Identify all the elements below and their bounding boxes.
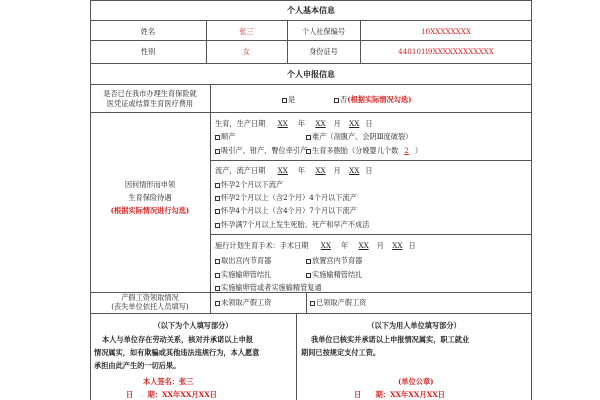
reimb-hint: (根据实际情况勾选) — [347, 95, 412, 104]
social-id-value: 10XXXXXXXX — [420, 27, 472, 36]
employer-section-header: （以下为用人单位填写部分） — [367, 321, 461, 330]
id-number-value: 440101l9XXXXXXXXXXXX — [398, 47, 494, 56]
misc-opt-2[interactable] — [215, 193, 357, 202]
misc-opt-2-label: 怀孕2个月以上（含2个月）4个月以下流产 — [221, 193, 357, 202]
plan-opt-3-label: 实施输卵管结扎 — [221, 270, 272, 279]
checkbox-icon — [215, 183, 220, 188]
personal-signature — [143, 377, 193, 386]
personal-date — [126, 390, 217, 399]
reimb-yes-option[interactable] — [282, 95, 295, 104]
section-title-basic-info: 个人基本信息 — [287, 5, 335, 15]
birth-year-unit: 年 — [297, 119, 306, 128]
checkbox-icon — [306, 135, 311, 140]
employer-date — [354, 390, 445, 399]
checkbox-icon — [215, 149, 220, 154]
plan-month-unit: 月 — [376, 241, 384, 250]
employer-date-value: XX年XX月XX日 — [389, 390, 445, 399]
birth-opt-assisted[interactable] — [215, 146, 307, 155]
plan-opt-4-label: 实施输精管结扎 — [312, 270, 363, 279]
birth-opt-multiple-label: 生育多胞胎（分娩婴儿个数 — [312, 146, 399, 155]
checkbox-icon — [282, 98, 287, 103]
checkbox-icon — [215, 209, 220, 214]
birth-month-unit: 月 — [333, 119, 341, 128]
employer-date-label: 日 期： — [354, 390, 390, 399]
signature-label: 本人签名： — [143, 377, 179, 386]
reimb-question-line1: 是否已在我市办理生育保险就 — [103, 89, 197, 98]
birth-opt-multiple-suffix: ） — [414, 146, 423, 155]
misc-opt-4-label: 怀孕满7个月以上发生死胎、死产和早产不成活 — [221, 220, 370, 229]
reason-label-line2: 生育保险待遇 — [128, 193, 172, 202]
name-label: 姓名 — [140, 27, 156, 36]
birth-day: XX — [349, 119, 360, 128]
plan-opt-3[interactable] — [215, 270, 271, 279]
wage-opt-not-received[interactable] — [215, 298, 271, 307]
personal-section-header: （以下为个人填写部分） — [153, 321, 233, 330]
misc-year-unit: 年 — [297, 166, 306, 175]
employer-text-line1: 我单位已核实并承诺以上申报情况属实，职工就业 — [311, 335, 470, 344]
wage-opt-received[interactable] — [310, 298, 366, 307]
birth-month: XX — [315, 119, 326, 128]
wage-opt-not-received-label: 未领取产假工资 — [221, 298, 272, 307]
personal-text-line3: 承担由此产生的一切后果。 — [94, 361, 181, 370]
plan-date-line — [215, 241, 416, 250]
checkbox-icon — [306, 273, 311, 278]
reimb-no-option[interactable] — [334, 95, 412, 104]
checkbox-icon — [215, 301, 220, 306]
birth-opt-difficult-label: 难产（剖腹产、会阴Ⅲ度破裂） — [312, 132, 413, 141]
reason-label-hint: (根据实际情况进行勾选) — [110, 206, 190, 215]
misc-opt-3-label: 怀孕4个月以上（含4个月）7个月以下流产 — [221, 206, 357, 215]
misc-month: XX — [315, 166, 326, 175]
checkbox-icon — [334, 98, 339, 103]
plan-opt-2[interactable] — [306, 256, 362, 265]
birth-opt-natural[interactable] — [215, 132, 235, 141]
plan-opt-5[interactable] — [215, 283, 322, 292]
plan-opt-2-label: 放置宫内节育器 — [312, 256, 363, 265]
misc-opt-3[interactable] — [215, 206, 357, 215]
checkbox-icon — [306, 259, 311, 264]
checkbox-icon — [215, 259, 220, 264]
birth-date-label: 生育，生产日期 — [215, 119, 266, 128]
section-title-declaration: 个人申报信息 — [287, 69, 335, 79]
employer-text-line2: 期间已按规定支付工资。 — [301, 348, 381, 357]
reimb-yes-label: 是 — [288, 95, 296, 104]
wage-label-line1: 产假工资领取情况 — [121, 293, 179, 302]
plan-opt-4[interactable] — [306, 270, 362, 279]
checkbox-icon — [215, 286, 220, 291]
misc-date-line — [215, 166, 373, 175]
checkbox-icon — [215, 273, 220, 278]
personal-text-line2: 情况属实，如有欺骗或其他违法违规行为，本人愿意 — [94, 348, 260, 357]
birth-opt-multiple[interactable] — [306, 146, 422, 155]
reimb-no-label: 否 — [340, 95, 348, 104]
employer-seal: (单位公章) — [398, 377, 434, 386]
misc-opt-1-label: 怀孕2个月以下流产 — [221, 180, 284, 189]
id-number-label: 身份证号 — [309, 47, 338, 56]
personal-date-label: 日 期： — [126, 390, 162, 399]
checkbox-icon — [310, 301, 315, 306]
plan-date-label: 施行计划生育手术：手术日期 — [215, 241, 309, 250]
wage-opt-received-label: 已领取产假工资 — [316, 298, 367, 307]
checkbox-icon — [215, 196, 220, 201]
plan-opt-1[interactable] — [215, 256, 271, 265]
personal-date-value: XX年XX月XX日 — [161, 390, 217, 399]
social-id-label: 个人社保编号 — [301, 27, 346, 36]
plan-year: XX — [320, 241, 331, 250]
birth-year: XX — [277, 119, 288, 128]
misc-day-unit: 日 — [365, 166, 373, 175]
gender-value: 女 — [242, 47, 251, 56]
plan-month: XX — [358, 241, 369, 250]
reimb-question-line2: 医凭证或结算生育医疗费用 — [106, 99, 194, 108]
misc-opt-4[interactable] — [215, 220, 369, 229]
checkbox-icon — [306, 149, 311, 154]
checkbox-icon — [215, 223, 220, 228]
misc-year: XX — [277, 166, 288, 175]
birth-day-unit: 日 — [365, 119, 373, 128]
baby-count: 2 — [404, 146, 409, 155]
plan-opt-5-label: 实施输卵管或者实施输精管复通 — [221, 283, 322, 292]
birth-opt-natural-label: 顺产 — [221, 132, 236, 141]
birth-opt-assisted-label: 吸引产、钳产、臀位牵引产 — [221, 146, 308, 155]
birth-date-line — [215, 119, 373, 128]
plan-opt-1-label: 取出宫内节育器 — [221, 256, 272, 265]
gender-label: 性别 — [140, 47, 156, 56]
signature-value: 张三 — [178, 377, 194, 386]
name-value: 张三 — [239, 27, 254, 36]
misc-opt-1[interactable] — [215, 180, 283, 189]
personal-text-line1: 本人与单位存在劳动关系，核对并承诺以上申报 — [102, 335, 253, 344]
checkbox-icon — [215, 135, 220, 140]
misc-day: XX — [349, 166, 360, 175]
wage-label-line2: (丧失单位依托人员填写) — [111, 302, 189, 311]
plan-day: XX — [392, 241, 403, 250]
plan-year-unit: 年 — [340, 241, 349, 250]
plan-day-unit: 日 — [408, 241, 416, 250]
misc-month-unit: 月 — [333, 166, 341, 175]
birth-opt-difficult[interactable] — [306, 132, 412, 141]
misc-date-label: 流产，流产日期 — [215, 166, 266, 175]
reason-label-line1: 因何情形而申领 — [124, 180, 176, 189]
